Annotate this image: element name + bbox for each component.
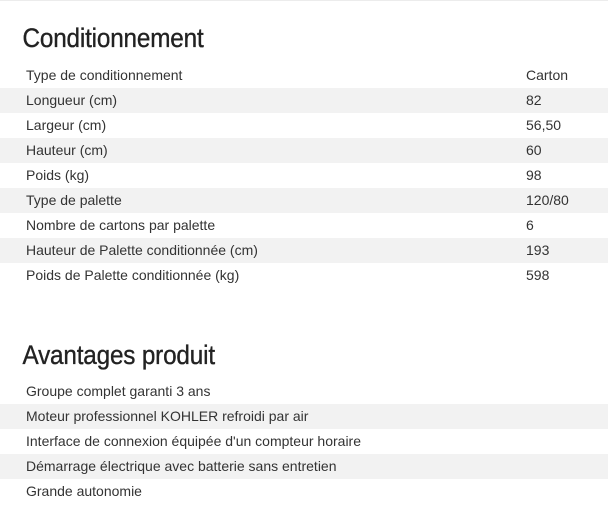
packaging-row [0,163,608,188]
packaging-row-value: 60 [526,142,542,158]
packaging-title: Conditionnement [22,23,204,53]
packaging-row-label: Longueur (cm) [26,92,118,108]
packaging-row-value: 120/80 [526,192,569,208]
advantage-item [0,454,608,479]
packaging-row-value: 598 [526,267,550,283]
advantages-title: Avantages produit [22,340,215,370]
packaging-row [0,113,608,138]
packaging-table [0,63,608,288]
packaging-row [0,63,608,88]
packaging-row-label: Largeur (cm) [26,117,107,133]
advantage-item-text: Démarrage électrique avec batterie sans entretien [26,458,337,474]
packaging-row-value: Carton [526,67,569,83]
packaging-row-label: Hauteur de Palette conditionnée (cm) [26,242,258,258]
packaging-row-label: Poids (kg) [26,167,90,183]
packaging-row-value: 98 [526,167,542,183]
advantage-item-text: Grande autonomie [26,483,142,499]
advantages-list [0,379,608,504]
advantage-item-text: Moteur professionnel KOHLER refroidi par air [26,408,309,424]
packaging-row-label: Poids de Palette conditionnée (kg) [26,267,240,283]
packaging-section [0,19,608,288]
packaging-row [0,213,608,238]
packaging-row-label: Hauteur (cm) [26,142,108,158]
packaging-row [0,138,608,163]
packaging-row-label: Nombre de cartons par palette [26,217,216,233]
advantage-item-text: Groupe complet garanti 3 ans [26,383,211,399]
advantage-item [0,379,608,404]
top-divider [0,0,608,1]
advantage-item [0,404,608,429]
packaging-row-value: 56,50 [526,117,562,133]
advantage-item [0,429,608,454]
advantages-section [0,337,608,504]
packaging-row [0,263,608,288]
packaging-row-label: Type de palette [26,192,122,208]
packaging-row [0,188,608,213]
packaging-row [0,238,608,263]
advantage-item-text: Interface de connexion équipée d'un compteur horaire [26,433,362,449]
packaging-row [0,88,608,113]
packaging-row-label: Type de conditionnement [26,67,183,83]
packaging-row-value: 6 [526,217,534,233]
packaging-row-value: 193 [526,242,550,258]
advantage-item [0,479,608,504]
packaging-row-value: 82 [526,92,542,108]
